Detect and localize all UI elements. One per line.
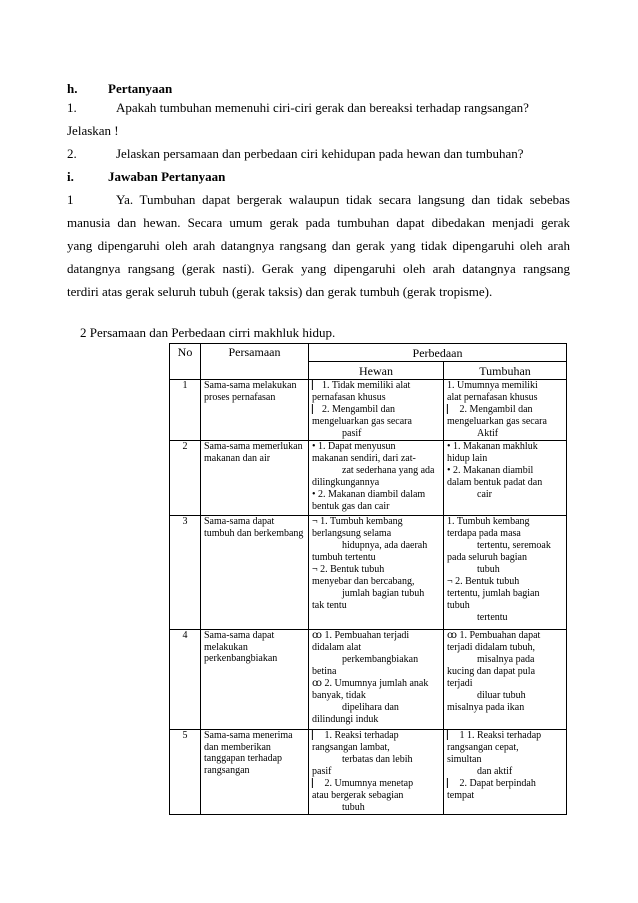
section-i-title: Jawaban Pertanyaan	[108, 169, 226, 184]
tumbuhan-line: 1. Umumnya memiliki	[447, 380, 538, 391]
tumbuhan-line: dan aktif	[477, 766, 513, 777]
hewan-line: dilingkungannya	[312, 477, 380, 488]
hewan-line: hidupnya, ada daerah	[342, 540, 428, 551]
table-row	[170, 516, 567, 630]
question-1-text: Apakah tumbuhan memenuhi ciri-ciri gerak dan bereaksi terhadap rangsangan?	[116, 100, 529, 115]
question-1-number: 1.	[67, 100, 77, 115]
header-persamaan: Persamaan	[201, 344, 309, 380]
table-row	[170, 380, 567, 441]
hewan-line: tumbuh tertentu	[312, 552, 376, 563]
tumbuhan-line: • 2. Makanan diambil	[447, 465, 534, 476]
hewan-line: mengeluarkan gas secara	[312, 416, 412, 427]
persamaan-cell: Sama-sama memerlukan makanan dan air	[201, 441, 309, 516]
hewan-line: • 2. Makanan diambil dalam	[312, 489, 426, 500]
answer-1-line: datangnya rangsang (gerak nasti). Gerak yang dipengaruhi oleh arah datangnya rangsang	[67, 261, 570, 276]
hewan-cell	[309, 730, 444, 815]
header-tumbuhan: Tumbuhan	[444, 362, 567, 380]
hewan-line: zat sederhana yang ada	[342, 465, 435, 476]
tumbuhan-cell	[444, 380, 567, 441]
hewan-line: ¬ 2. Bentuk tubuh	[312, 564, 385, 575]
hewan-line: pasif	[342, 428, 362, 439]
row-number: 5	[170, 730, 201, 815]
table-header-row	[170, 344, 567, 362]
persamaan-cell: Sama-sama dapat melakukan perkenbangbiakan	[201, 630, 309, 730]
hewan-line: dilindungi induk	[312, 714, 379, 725]
hewan-line: jumlah bagian tubuh	[342, 588, 425, 599]
tumbuhan-line: terjadi	[447, 678, 473, 689]
tumbuhan-line: kucing dan dapat pula	[447, 666, 536, 677]
question-2-number: 2.	[67, 146, 77, 161]
row-number: 1	[170, 380, 201, 441]
tumbuhan-cell	[444, 516, 567, 630]
hewan-cell	[309, 380, 444, 441]
section-h-marker: h.	[67, 81, 78, 96]
tumbuhan-line: terjadi didalam tubuh,	[447, 642, 536, 653]
tumbuhan-line: simultan	[447, 754, 482, 765]
tumbuhan-line: ⎸ 2. Dapat berpindah	[447, 778, 536, 789]
tumbuhan-line: tertentu, seremoak	[477, 540, 551, 551]
tumbuhan-line: misalnya pada	[477, 654, 535, 665]
section-h-title: Pertanyaan	[108, 81, 173, 96]
persamaan-cell: Sama-sama menerima dan memberikan tanggapan terhadap rangsangan	[201, 730, 309, 815]
hewan-line: makanan sendiri, dari zat-	[312, 453, 416, 464]
tumbuhan-line: dalam bentuk padat dan	[447, 477, 543, 488]
tumbuhan-line: ꝏ 1. Pembuahan dapat	[447, 630, 541, 641]
tumbuhan-line: tertentu, jumlah bagian	[447, 588, 540, 599]
header-perbedaan: Perbedaan	[309, 344, 567, 362]
tumbuhan-line: ⎸ 1 1. Reaksi terhadap	[447, 730, 542, 741]
header-no: No	[170, 344, 201, 380]
hewan-line: atau bergerak sebagian	[312, 790, 404, 801]
row-number: 3	[170, 516, 201, 630]
tumbuhan-line: cair	[477, 489, 492, 500]
tumbuhan-line: diluar tubuh	[477, 690, 526, 701]
persamaan-cell: Sama-sama dapat tumbuh dan berkembang	[201, 516, 309, 630]
hewan-line: menyebar dan bercabang,	[312, 576, 415, 587]
answer-1-line: Ya. Tumbuhan dapat bergerak walaupun tidak secara langsung dan tidak sebebas	[116, 192, 570, 207]
answer-1-line: manusia dan hewan. Secara umum gerak pada tumbuhan dapat dibedakan menjadi gerak	[67, 215, 570, 230]
hewan-line: bentuk gas dan cair	[312, 501, 390, 512]
persamaan-cell: Sama-sama melakukan proses pernafasan	[201, 380, 309, 441]
answer-1-line: terdiri atas gerak seluruh tubuh (gerak taksis) dan gerak tumbuh (gerak tropisme).	[67, 284, 493, 299]
tumbuhan-line: hidup lain	[447, 453, 488, 464]
tumbuhan-line: rangsangan cepat,	[447, 742, 519, 753]
hewan-line: • 1. Dapat menyusun	[312, 441, 396, 452]
tumbuhan-cell	[444, 730, 567, 815]
tumbuhan-line: alat pernafasan khusus	[447, 392, 538, 403]
hewan-line: tubuh	[342, 802, 365, 813]
hewan-line: dipelihara dan	[342, 702, 399, 713]
answer-1-line: yang dipengaruhi oleh arah datangnya rangsang dan gerak yang tidak dipengaruhi oleh arah	[67, 238, 570, 253]
tumbuhan-line: ¬ 2. Bentuk tubuh	[447, 576, 520, 587]
hewan-line: pasif	[312, 766, 332, 777]
hewan-line: ¬ 1. Tumbuh kembang	[312, 516, 403, 527]
answer-2-heading: 2 Persamaan dan Perbedaan cirri makhluk hidup.	[80, 325, 336, 340]
answer-1-number: 1	[67, 192, 74, 207]
hewan-line: ꝏ 1. Pembuahan terjadi	[312, 630, 410, 641]
hewan-line: tak tentu	[312, 600, 347, 611]
table-row	[170, 441, 567, 516]
tumbuhan-line: mengeluarkan gas secara	[447, 416, 547, 427]
tumbuhan-line: tubuh	[477, 564, 500, 575]
hewan-line: ⎸2. Mengambil dan	[312, 404, 396, 415]
comparison-table	[169, 343, 567, 815]
row-number: 2	[170, 441, 201, 516]
tumbuhan-line: misalnya pada ikan	[447, 702, 525, 713]
hewan-line: pernafasan khusus	[312, 392, 386, 403]
hewan-line: terbatas dan lebih	[342, 754, 413, 765]
hewan-line: ꝏ 2. Umumnya jumlah anak	[312, 678, 429, 689]
table-row	[170, 730, 567, 815]
hewan-line: betina	[312, 666, 337, 677]
hewan-line: berlangsung selama	[312, 528, 392, 539]
table-row	[170, 630, 567, 730]
section-i-marker: i.	[67, 169, 74, 184]
tumbuhan-line: Aktif	[477, 428, 499, 439]
hewan-cell	[309, 441, 444, 516]
question-2-text: Jelaskan persamaan dan perbedaan ciri kehidupan pada hewan dan tumbuhan?	[116, 146, 524, 161]
question-1-continuation: Jelaskan !	[67, 123, 119, 138]
hewan-line: ⎸1. Tidak memiliki alat	[312, 380, 411, 391]
hewan-line: perkembangbiakan	[342, 654, 419, 665]
tumbuhan-line: terdapa pada masa	[447, 528, 521, 539]
tumbuhan-line: tubuh	[447, 600, 470, 611]
hewan-cell	[309, 630, 444, 730]
hewan-line: ⎸ 1. Reaksi terhadap	[312, 730, 399, 741]
tumbuhan-line: 1. Tumbuh kembang	[447, 516, 530, 527]
tumbuhan-line: ⎸ 2. Mengambil dan	[447, 404, 533, 415]
tumbuhan-line: tempat	[447, 790, 475, 801]
hewan-line: banyak, tidak	[312, 690, 366, 701]
header-hewan: Hewan	[309, 362, 444, 380]
hewan-line: ⎸ 2. Umumnya menetap	[312, 778, 414, 789]
row-number: 4	[170, 630, 201, 730]
tumbuhan-cell	[444, 441, 567, 516]
tumbuhan-line: • 1. Makanan makhluk	[447, 441, 538, 452]
tumbuhan-cell	[444, 630, 567, 730]
hewan-cell	[309, 516, 444, 630]
tumbuhan-line: tertentu	[477, 612, 508, 623]
hewan-line: didalam alat	[312, 642, 362, 653]
tumbuhan-line: pada seluruh bagian	[447, 552, 527, 563]
hewan-line: rangsangan lambat,	[312, 742, 390, 753]
